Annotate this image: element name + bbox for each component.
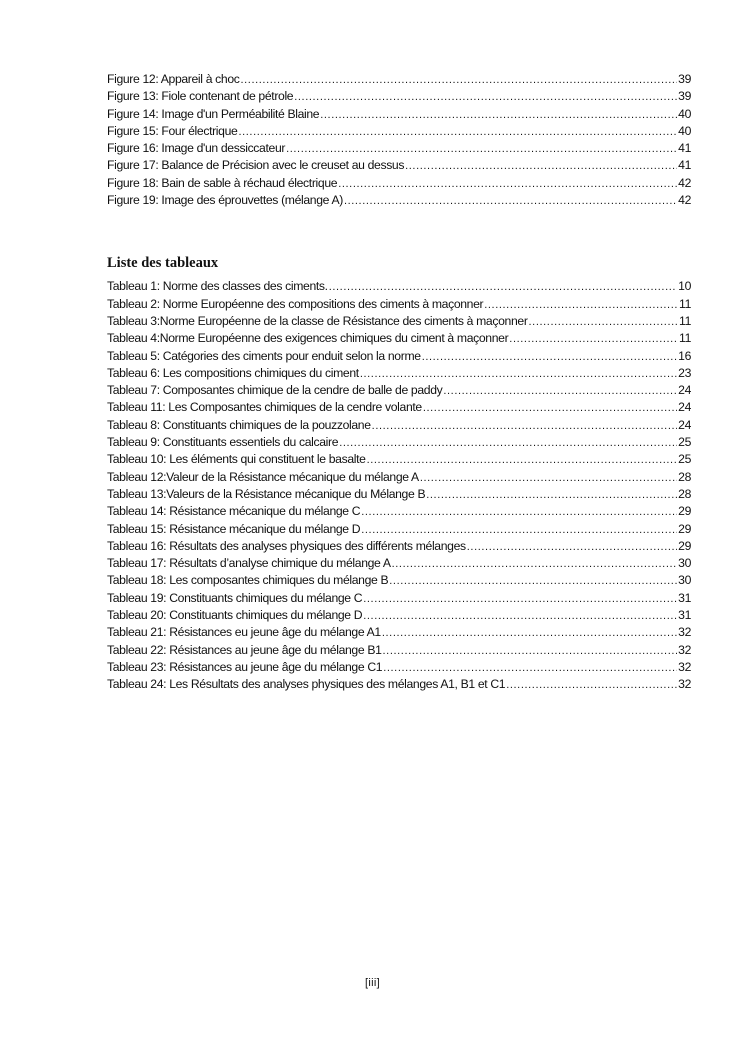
dot-leader (367, 451, 678, 468)
toc-entry[interactable] (107, 642, 691, 659)
toc-entry-page: 24 (678, 417, 691, 432)
toc-entry-title: Tableau 10: Les éléments qui constituent le basalte (107, 452, 366, 467)
toc-entry-title: Figure 19: Image des éprouvettes (mélange A) (107, 193, 343, 208)
toc-entry[interactable] (107, 555, 691, 572)
toc-entry[interactable] (107, 486, 691, 503)
toc-entry-page: 39 (678, 89, 691, 104)
dot-leader (405, 157, 677, 174)
toc-entry[interactable] (107, 451, 691, 468)
toc-entry-title: Tableau 9: Constituants essentiels du calcaire (107, 435, 339, 450)
section-heading: Liste des tableaux (107, 255, 219, 272)
toc-entry-page: 40 (678, 106, 691, 121)
toc-entry-page: 31 (678, 590, 691, 605)
toc-entry-page: 42 (678, 175, 691, 190)
toc-entry-page: 32 (678, 642, 691, 657)
toc-entry-page: 11 (679, 313, 691, 328)
toc-entry-page: 23 (678, 365, 691, 380)
dot-leader (467, 538, 677, 555)
dot-leader (423, 399, 677, 416)
dot-leader (339, 434, 677, 451)
toc-entry-page: 39 (678, 72, 691, 86)
dot-leader (238, 123, 677, 140)
toc-entry-page: 40 (678, 123, 691, 138)
dot-leader (320, 106, 677, 123)
list-of-figures (107, 71, 691, 209)
dot-leader (484, 296, 678, 313)
dot-leader (363, 607, 677, 624)
dot-leader (286, 140, 677, 157)
dot-leader (344, 192, 677, 209)
list-of-tables (107, 278, 691, 693)
toc-entry-title: Tableau 12:Valeur de la Résistance mécanique du mélange A (107, 469, 419, 484)
toc-entry-title: Figure 14: Image d'un Perméabilité Blaine (107, 106, 320, 121)
toc-entry-page: 16 (678, 348, 691, 363)
toc-entry-page: 29 (678, 538, 691, 553)
dot-leader (241, 71, 678, 88)
toc-entry-title: Tableau 19: Constituants chimiques du mélange C (107, 590, 363, 605)
toc-entry-title: Tableau 1: Norme des classes des ciments. (107, 279, 328, 294)
toc-entry[interactable] (107, 106, 691, 123)
dot-leader (389, 572, 677, 589)
toc-entry[interactable] (107, 417, 691, 434)
toc-entry-title: Tableau 7: Composantes chimique de la cendre de balle de paddy (107, 383, 443, 398)
dot-leader (372, 417, 677, 434)
toc-entry-title: Tableau 15: Résistance mécanique du mélange D (107, 521, 361, 536)
toc-entry-page: 29 (678, 521, 691, 536)
toc-entry[interactable] (107, 572, 691, 589)
dot-leader (509, 330, 678, 347)
toc-entry-title: Tableau 22: Résistances au jeune âge du mélange B1 (107, 642, 382, 657)
toc-entry-page: 30 (678, 556, 691, 571)
toc-entry-title: Tableau 16: Résultats des analyses physiques des différents mélanges (107, 538, 466, 553)
dot-leader (294, 88, 677, 105)
toc-entry-page: 32 (678, 625, 691, 640)
dot-leader (338, 175, 677, 192)
toc-entry[interactable] (107, 71, 691, 88)
dot-leader (361, 503, 677, 520)
toc-entry-title: Tableau 8: Constituants chimiques de la pouzzolane (107, 417, 371, 432)
toc-entry[interactable] (107, 607, 691, 624)
toc-entry-page: 41 (678, 141, 691, 156)
toc-entry-title: Tableau 20: Constituants chimiques du mélange D (107, 608, 363, 623)
toc-entry-title: Figure 16: Image d'un dessiccateur (107, 141, 286, 156)
toc-entry-page: 11 (679, 331, 691, 346)
toc-entry[interactable] (107, 538, 691, 555)
dot-leader (443, 382, 677, 399)
toc-entry[interactable] (107, 659, 691, 676)
toc-entry-page: 29 (678, 504, 691, 519)
dot-leader (529, 313, 679, 330)
toc-entry-page: 42 (678, 193, 691, 208)
toc-entry-title: Tableau 23: Résistances au jeune âge du mélange C1 (107, 659, 383, 674)
toc-entry[interactable] (107, 521, 691, 538)
toc-entry[interactable] (107, 175, 691, 192)
toc-entry-page: 25 (678, 452, 691, 467)
toc-entry-title: Tableau 11: Les Composantes chimiques de la cendre volante (107, 400, 422, 415)
dot-leader (420, 469, 677, 486)
dot-leader (392, 555, 678, 572)
toc-entry-title: Tableau 17: Résultats d’analyse chimique du mélange A (107, 556, 391, 571)
toc-entry-title: Tableau 24: Les Résultats des analyses physiques des mélanges A1, B1 et C1 (107, 677, 506, 692)
toc-entry-title: Tableau 3:Norme Européenne de la classe de Résistance des ciments à maçonner (107, 313, 528, 328)
toc-entry-page: 41 (678, 158, 691, 173)
toc-entry-page: 25 (678, 435, 691, 450)
dot-leader (361, 521, 677, 538)
dot-leader (363, 590, 677, 607)
toc-entry-title: Figure 15: Four électrique (107, 123, 238, 138)
toc-entry-title: Tableau 21: Résistances eu jeune âge du mélange A1 (107, 625, 381, 640)
toc-entry[interactable] (107, 296, 691, 313)
toc-entry-page: 30 (678, 573, 691, 588)
toc-entry-title: Figure 13: Fiole contenant de pétrole (107, 89, 294, 104)
document-page (107, 71, 691, 694)
toc-entry-title: Figure 18: Bain de sable à réchaud électrique (107, 175, 338, 190)
toc-entry[interactable] (107, 140, 691, 157)
dot-leader (426, 486, 677, 503)
toc-entry-page: 11 (679, 296, 691, 311)
toc-entry-page: 10 (678, 279, 691, 294)
toc-entry-page: 32 (678, 659, 691, 674)
dot-leader (422, 348, 677, 365)
toc-entry[interactable] (107, 624, 691, 641)
toc-entry-title: Figure 12: Appareil à choc (107, 72, 240, 86)
toc-entry-page: 24 (678, 400, 691, 415)
toc-entry-page: 28 (678, 486, 691, 501)
toc-entry[interactable] (107, 469, 691, 486)
toc-entry[interactable] (107, 192, 691, 209)
dot-leader (383, 659, 677, 676)
toc-entry[interactable] (107, 313, 691, 330)
toc-entry-page: 31 (678, 608, 691, 623)
toc-entry-title: Tableau 13:Valeurs de la Résistance mécanique du Mélange B (107, 486, 426, 501)
toc-entry[interactable] (107, 157, 691, 174)
toc-entry-title: Figure 17: Balance de Précision avec le creuset au dessus (107, 158, 405, 173)
toc-entry[interactable] (107, 330, 691, 347)
toc-entry-page: 24 (678, 383, 691, 398)
toc-entry-page: 28 (678, 469, 691, 484)
dot-leader (506, 676, 677, 693)
toc-entry[interactable] (107, 365, 691, 382)
toc-entry-page: 32 (678, 677, 691, 692)
toc-entry-title: Tableau 6: Les compositions chimiques du ciment (107, 365, 359, 380)
toc-entry-title: Tableau 14: Résistance mécanique du mélange C (107, 504, 361, 519)
toc-entry[interactable] (107, 382, 691, 399)
toc-entry-title: Tableau 5: Catégories des ciments pour enduit selon la norme (107, 348, 421, 363)
toc-entry[interactable] (107, 348, 691, 365)
toc-entry[interactable] (107, 590, 691, 607)
dot-leader (382, 624, 677, 641)
toc-entry[interactable] (107, 676, 691, 693)
toc-entry[interactable] (107, 88, 691, 105)
toc-entry[interactable] (107, 503, 691, 520)
toc-entry[interactable] (107, 399, 691, 416)
toc-entry-title: Tableau 2: Norme Européenne des compositions des ciments à maçonner (107, 296, 484, 311)
dot-leader (329, 278, 677, 295)
toc-entry-title: Tableau 18: Les composantes chimiques du mélange B (107, 573, 389, 588)
dot-leader (383, 642, 678, 659)
page-number: [iii] (365, 977, 380, 989)
dot-leader (360, 365, 677, 382)
toc-entry[interactable] (107, 278, 691, 295)
toc-entry[interactable] (107, 123, 691, 140)
toc-entry-title: Tableau 4:Norme Européenne des exigences chimiques du ciment à maçonner (107, 331, 509, 346)
toc-entry[interactable] (107, 434, 691, 451)
